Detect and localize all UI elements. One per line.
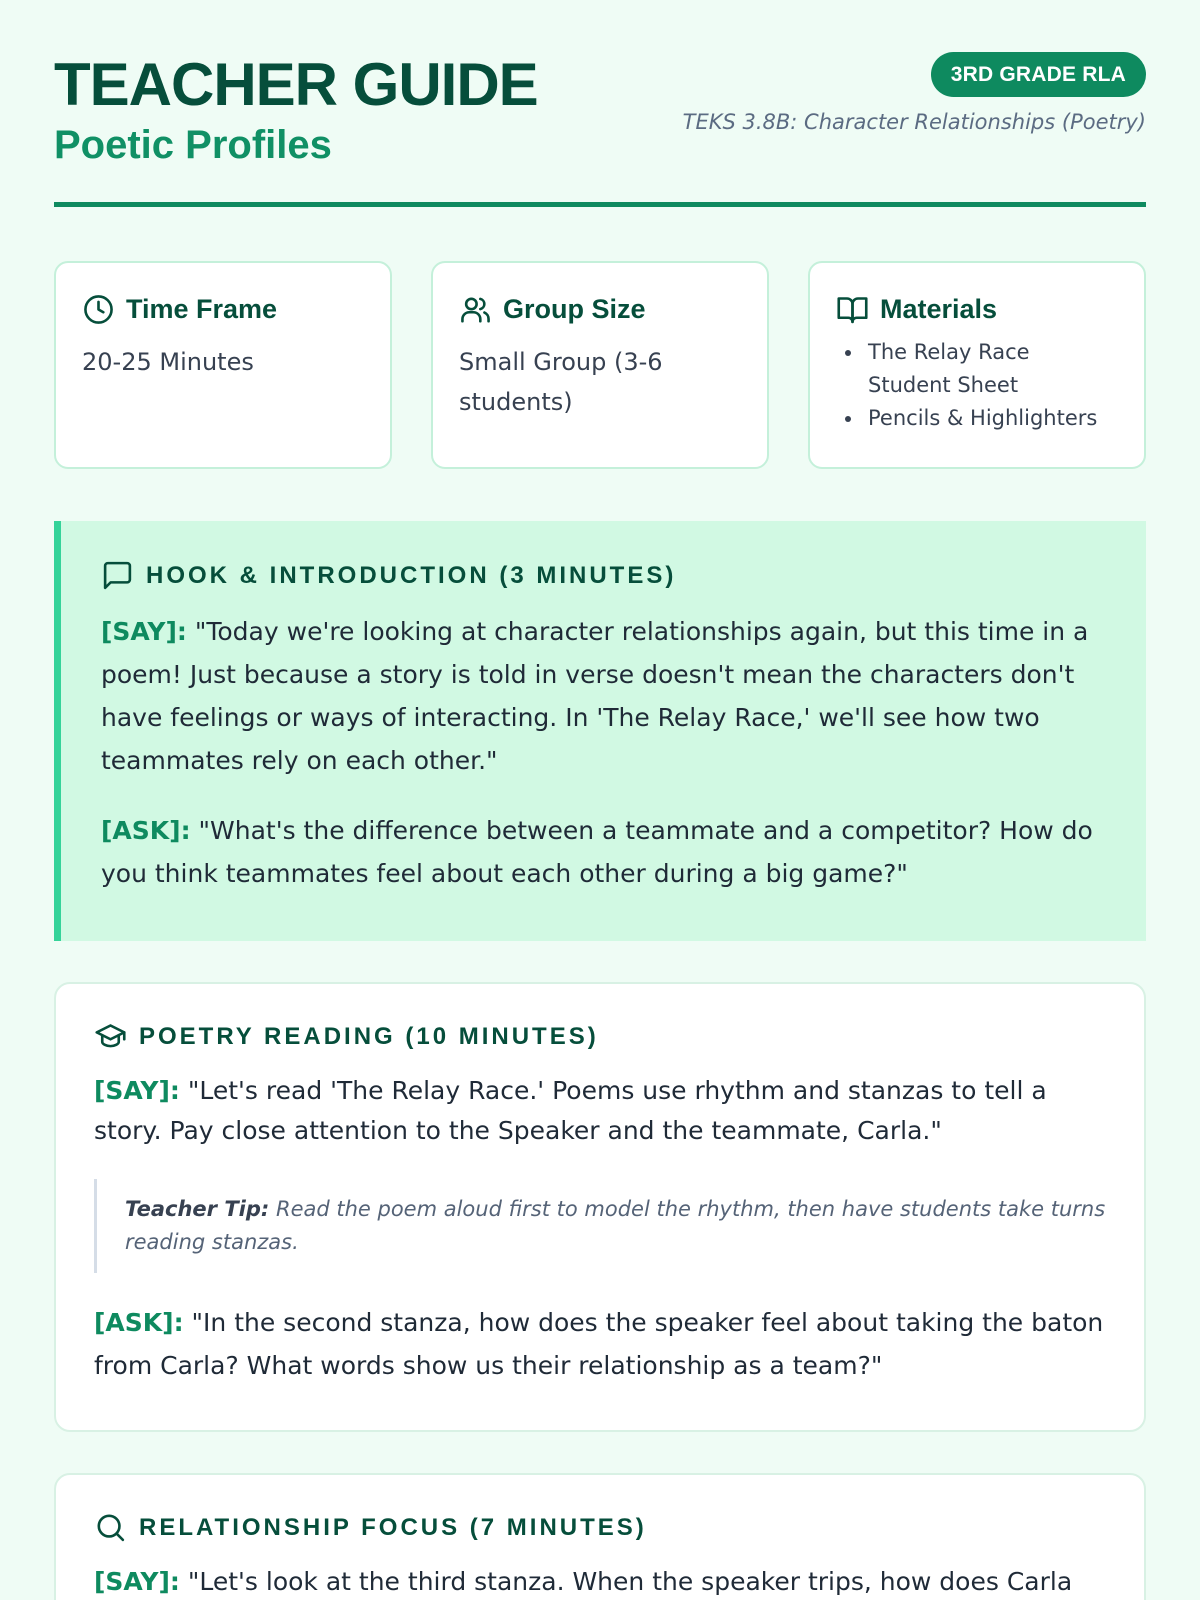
hook-ask-paragraph xyxy=(101,809,1106,895)
list-item: • Pencils & Highlighters xyxy=(864,402,1118,435)
time-frame-value: 20-25 Minutes xyxy=(82,348,254,376)
group-size-title: Group Size xyxy=(503,293,646,324)
ask-tag: [ASK]: xyxy=(94,1308,184,1337)
materials-title: Materials xyxy=(880,293,998,324)
hook-ask-text: "What's the difference between a teammate and a competitor? How do you think teammates feel about each other during a big game?" xyxy=(101,816,1093,888)
focus-say-text: "Let's look at the third stanza. When the speaker trips, how does Carla xyxy=(179,1567,1073,1596)
graduation-cap-icon xyxy=(94,1020,127,1053)
focus-say-paragraph xyxy=(94,1562,1106,1600)
teacher-tip-text: Read the poem aloud first to model the rhythm, then have students take turns reading stanzas. xyxy=(125,1197,1106,1254)
hook-say-paragraph xyxy=(101,610,1106,782)
poetry-reading-section xyxy=(54,982,1146,1432)
search-icon xyxy=(94,1511,127,1544)
poetry-reading-title: POETRY READING (10 MINUTES) xyxy=(139,1022,599,1050)
materials-card xyxy=(808,261,1146,469)
list-item: • The Relay Race Student Sheet xyxy=(864,336,1118,402)
relationship-focus-title: RELATIONSHIP FOCUS (7 MINUTES) xyxy=(139,1513,647,1541)
say-tag: [SAY]: xyxy=(101,617,187,646)
group-size-value: Small Group (3-6 students) xyxy=(459,348,663,416)
grade-badge: 3RD GRADE RLA xyxy=(931,52,1146,97)
reading-ask-paragraph xyxy=(94,1301,1106,1387)
lesson-subtitle: Poetic Profiles xyxy=(54,123,332,167)
clock-icon xyxy=(82,293,115,326)
reading-say-text: "Let's read 'The Relay Race.' Poems use rhythm and stanzas to tell a story. Pay close attention to the Speaker and the teammate, Carla." xyxy=(94,1076,1047,1145)
hook-title: HOOK & INTRODUCTION (3 MINUTES) xyxy=(146,561,677,589)
users-icon xyxy=(459,293,492,326)
materials-list xyxy=(836,336,1118,435)
page-title: TEACHER GUIDE xyxy=(54,51,538,118)
relationship-focus-section xyxy=(54,1473,1146,1600)
hook-section xyxy=(54,521,1146,941)
guide-header xyxy=(54,0,1146,207)
hook-say-text: "Today we're looking at character relationships again, but this time in a poem! Just because a story is told in verse doesn't mean the characters don't have feelings or ways of interacting. In 'The Relay Race,' we'll see how two teammates rely on each other." xyxy=(101,617,1089,775)
info-cards xyxy=(54,261,1146,469)
reading-ask-text: "In the second stanza, how does the speaker feel about taking the baton from Carla? What words show us their relationship as a team?" xyxy=(94,1308,1104,1380)
message-square-icon xyxy=(101,559,134,592)
reading-say-paragraph xyxy=(94,1071,1106,1151)
book-open-icon xyxy=(836,293,869,326)
ask-tag: [ASK]: xyxy=(101,816,191,845)
time-frame-card xyxy=(54,261,392,469)
say-tag: [SAY]: xyxy=(94,1076,180,1105)
teacher-tip-label: Teacher Tip: xyxy=(125,1197,270,1221)
say-tag: [SAY]: xyxy=(94,1567,180,1596)
time-frame-title: Time Frame xyxy=(126,293,278,324)
group-size-card xyxy=(431,261,769,469)
standard-label: TEKS 3.8B: Character Relationships (Poetry) xyxy=(682,110,1146,134)
teacher-tip xyxy=(94,1179,1106,1273)
